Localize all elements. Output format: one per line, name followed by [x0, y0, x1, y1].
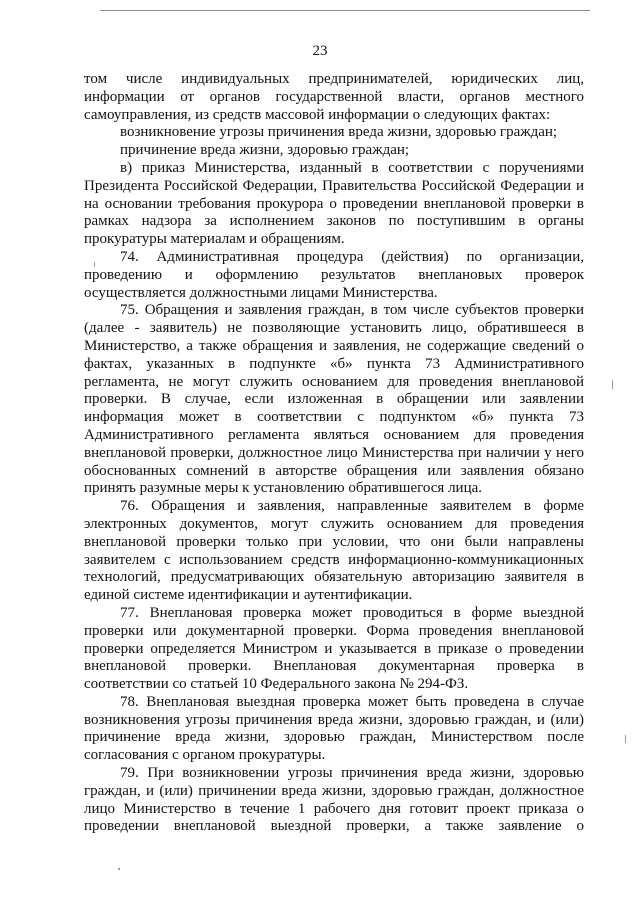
- text-line: 79. При возникновении угрозы причинения вреда жизни, здоровью: [120, 765, 584, 782]
- text-line: проверки определяется Министром и указывается в приказе о проведении: [84, 640, 584, 657]
- text-line: 78. Внеплановая выездная проверка может быть проведена в случае: [120, 693, 584, 710]
- text-line: внеплановой проверки. Внеплановая документарная проверка в: [84, 658, 584, 675]
- text-line: том числе индивидуальных предпринимателей, юридических лиц,: [84, 71, 584, 87]
- text-line: 75. Обращения и заявления граждан, в том числе субъектов проверки: [120, 302, 584, 319]
- scan-speck: [118, 868, 120, 870]
- text-line: рамках надзора за исполнением законов по поступившим в органы: [84, 213, 584, 230]
- text-line: причинение вреда жизни, здоровью граждан, Министерством после: [84, 729, 584, 746]
- text-line: прокуратуры материалам и обращениям.: [84, 231, 345, 248]
- top-rule: [100, 10, 590, 11]
- text-line: проведении внеплановой выездной проверки, а также заявление о: [84, 818, 584, 835]
- text-line: обоснованных сомнений в авторстве обращения или заявления обязано: [84, 462, 584, 479]
- text-line: согласования с органом прокуратуры.: [84, 747, 326, 764]
- text-line: информации от органов государственной власти, органов местного: [84, 88, 584, 105]
- text-line: причинение вреда жизни, здоровью граждан;: [120, 142, 410, 159]
- text-line: Президента Российской Федерации, Правительства Российской Федерации и: [84, 177, 584, 194]
- text-line: 74. Административная процедура (действия) по организации,: [120, 248, 584, 265]
- text-line: возникновения угрозы причинения вреда жизни, здоровью граждан, и (или): [84, 711, 584, 728]
- text-line: принять разумные меры к установлению обратившегося лица.: [84, 480, 483, 497]
- document-body: [84, 71, 584, 836]
- text-line: Министерство, а также обращения и заявления, не содержащие сведений о: [84, 337, 584, 354]
- text-line: соответствии со статьей 10 Федерального закона № 294-ФЗ.: [84, 676, 469, 693]
- text-line: 77. Внеплановая проверка может проводиться в форме выездной: [120, 604, 584, 621]
- scan-speck: [625, 735, 626, 743]
- text-line: самоуправления, из средств массовой информации о следующих фактах:: [84, 106, 551, 123]
- text-line: заявителем с использованием средств информационно-коммуникационных: [84, 551, 584, 568]
- text-line: фактах, указанных в подпункте «б» пункта 73 Административного: [84, 355, 584, 372]
- page-number: 23: [312, 43, 328, 59]
- text-line: регламента, не могут служить основанием для проведения внеплановой: [84, 373, 584, 390]
- text-line: информация может в соответствии с подпунктом «б» пункта 73: [84, 409, 584, 426]
- text-line: Административного регламента являться основанием для проведения: [84, 426, 584, 443]
- text-line: проверки или документарной проверки. Форма проведения внеплановой: [84, 622, 584, 639]
- text-line: проверки. В случае, если изложенная в обращении или заявлении: [84, 391, 584, 408]
- text-line: на основании требования прокурора о проведении внеплановой проверки в: [84, 195, 584, 212]
- text-line: граждан, и (или) причинении вреда жизни, здоровью граждан, должностное: [84, 782, 584, 799]
- scan-speck: [612, 380, 613, 389]
- text-line: (далее - заявитель) не позволяющие установить лицо, обратившееся в: [84, 320, 584, 337]
- text-line: единой системе идентификации и аутентификации.: [84, 587, 413, 604]
- text-line: внеплановой проверки только при условии, что они были направлены: [84, 533, 584, 550]
- text-line: технологий, предусматривающих обязательную авторизацию заявителя в: [84, 569, 584, 586]
- text-line: проведению и оформлению результатов внеплановых проверок: [84, 266, 584, 283]
- text-line: 76. Обращения и заявления, направленные заявителем в форме: [120, 498, 584, 515]
- text-line: лицо Министерство в течение 1 рабочего дня готовит проект приказа о: [84, 800, 584, 817]
- text-line: возникновение угрозы причинения вреда жизни, здоровью граждан;: [120, 124, 558, 141]
- text-line: осуществляется должностными лицами Министерства.: [84, 284, 438, 301]
- text-line: в) приказ Министерства, изданный в соответствии с поручениями: [120, 159, 584, 176]
- scan-speck: [94, 262, 95, 267]
- text-line: электронных документов, могут служить основанием для проведения: [84, 515, 584, 532]
- text-line: внеплановой проверки, должностное лицо Министерства при наличии у него: [84, 444, 584, 461]
